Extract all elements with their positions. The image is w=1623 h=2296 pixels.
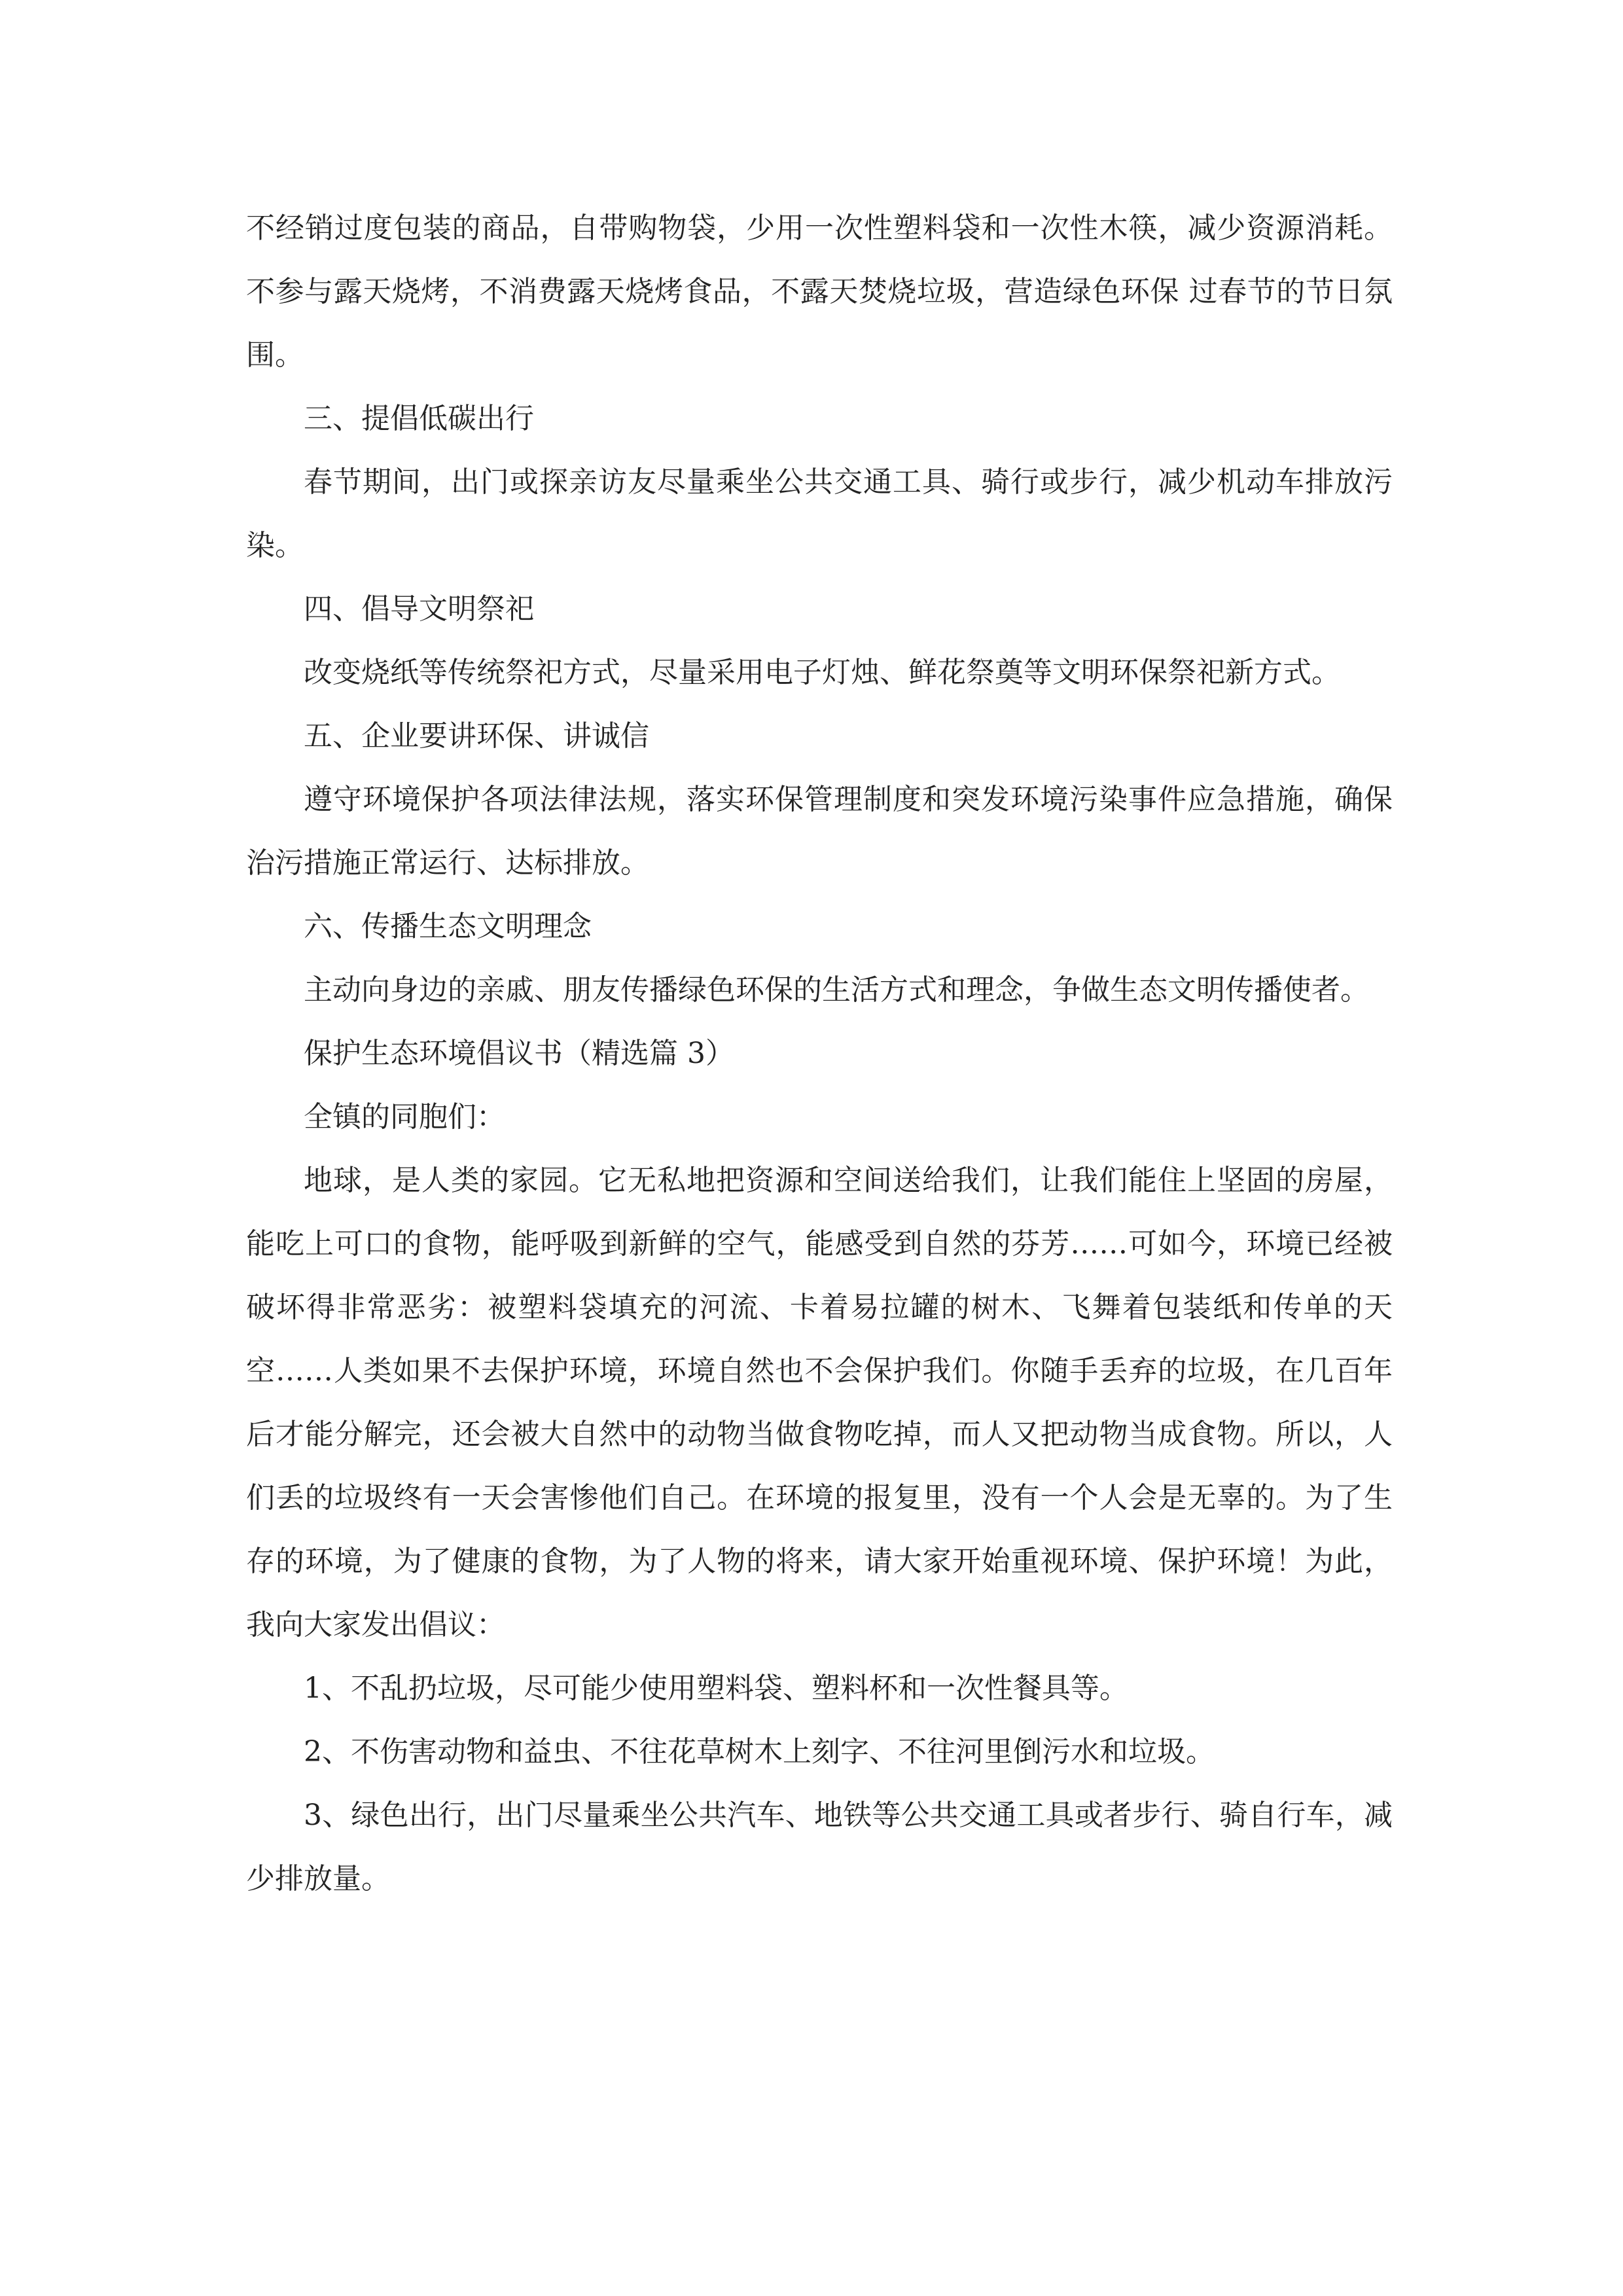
paragraph: 改变烧纸等传统祭祀方式，尽量采用电子灯烛、鲜花祭奠等文明环保祭祀新方式。: [304, 656, 1340, 689]
paragraph: 地球，是人类的家园。它无私地把资源和空间送给我们，让我们能住上坚固的房屋，能吃上可口的食物，能呼吸到新鲜的空气，能感受到自然的芬芳……可如今，环境已经被破坏得非常恶劣：被塑料袋填充的河流、卡着易拉罐的树木、飞舞着包装纸和传单的天空……人类如果不去保护环境，环境自然也不会保护我们。你随手丢弃的垃圾，在几百年后才能分解完，还会被大自然中的动物当做食物吃掉，而人又把动物当成食物。所以，人们丢的垃圾终有一天会害惨他们自己。在环境的报复里，没有一个人会是无辜的。为了生存的环境，为了健康的食物，为了人物的将来，请大家开始重视环境、保护环境！为此，我向大家发出倡议：: [246, 1164, 1393, 1641]
list-item: 2、不伤害动物和益虫、不往花草树木上刻字、不往河里倒污水和垃圾。: [304, 1735, 1215, 1768]
section-heading-civilized-worship: 四、倡导文明祭祀: [304, 592, 534, 626]
section-heading-low-carbon-travel: 三、提倡低碳出行: [304, 402, 534, 435]
paragraph: 主动向身边的亲戚、朋友传播绿色环保的生活方式和理念，争做生态文明传播使者。: [304, 973, 1369, 1007]
paragraph: 春节期间，出门或探亲访友尽量乘坐公共交通工具、骑行或步行，减少机动车排放污染。: [246, 465, 1393, 562]
document-body: [246, 196, 1393, 1910]
paragraph: 遵守环境保护各项法律法规，落实环保管理制度和突发环境污染事件应急措施，确保治污措施正常运行、达标排放。: [246, 783, 1393, 880]
list-item: 3、绿色出行，出门尽量乘坐公共汽车、地铁等公共交通工具或者步行、骑自行车，减少排放量。: [246, 1799, 1393, 1895]
salutation: 全镇的同胞们：: [304, 1100, 505, 1134]
article-title: 保护生态环境倡议书（精选篇 3）: [304, 1037, 734, 1070]
section-heading-enterprise: 五、企业要讲环保、讲诚信: [304, 719, 649, 753]
paragraph-continued: 不经销过度包装的商品，自带购物袋，少用一次性塑料袋和一次性木筷，减少资源消耗。不参与露天烧烤，不消费露天烧烤食品，不露天焚烧垃圾，营造绿色环保 过春节的节日氛围。: [246, 211, 1393, 372]
list-item: 1、不乱扔垃圾，尽可能少使用塑料袋、塑料杯和一次性餐具等。: [304, 1672, 1128, 1705]
section-heading-ecological-civilization: 六、传播生态文明理念: [304, 910, 592, 943]
